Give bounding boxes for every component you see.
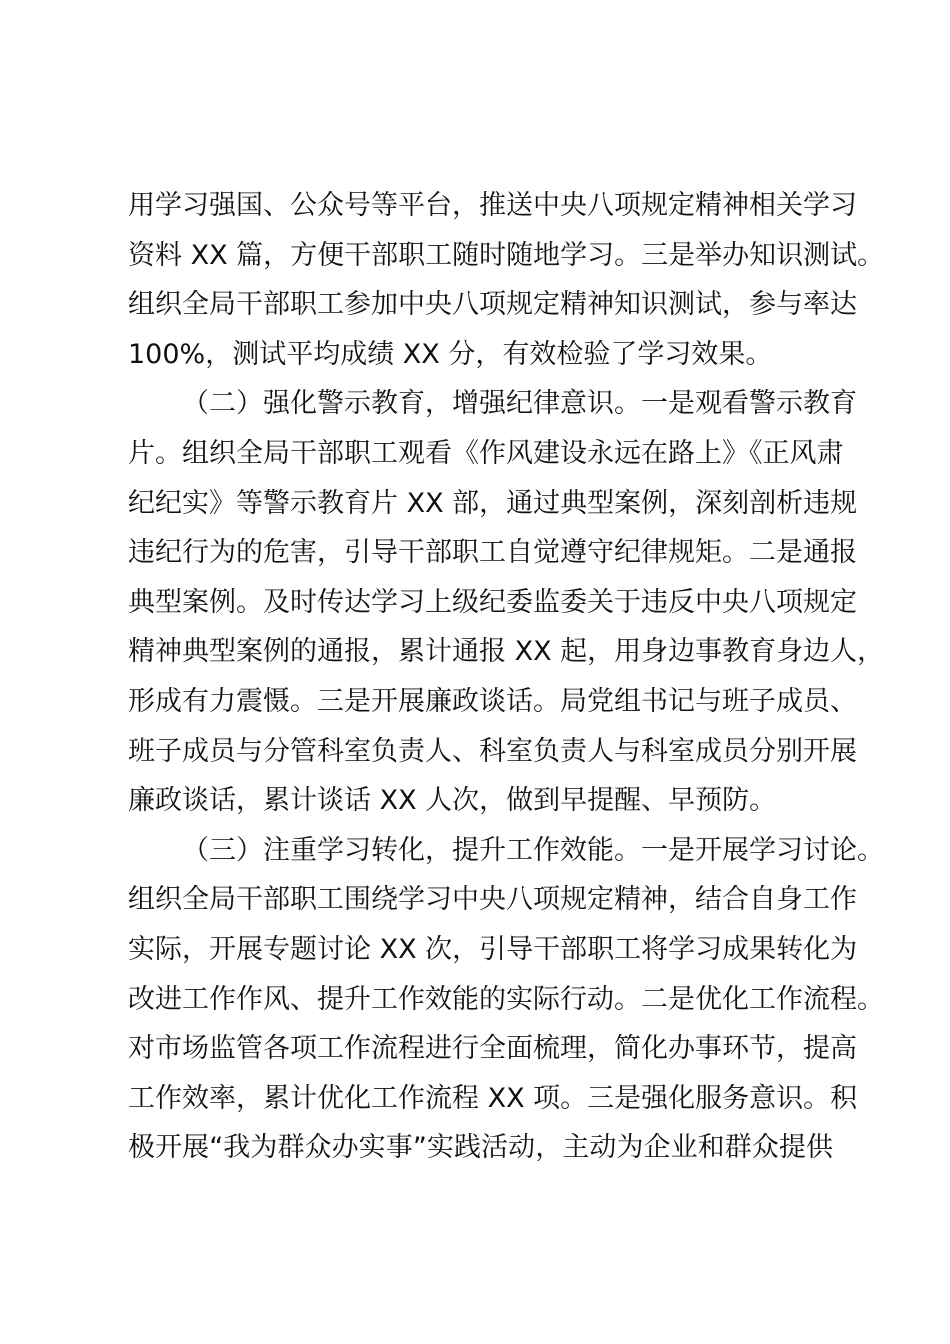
text-line: 廉政谈话，累计谈话 XX 人次，做到早提醒、早预防。 — [128, 785, 777, 817]
text-line: 工作效率，累计优化工作流程 XX 项。三是强化服务意识。积 — [128, 1082, 858, 1114]
text-line: 违纪行为的危害，引导干部职工自觉遵守纪律规矩。二是通报 — [128, 537, 857, 569]
text-line: 极开展“我为群众办实事”实践活动，主动为企业和群众提供 — [128, 1132, 833, 1164]
text-line: 形成有力震慑。三是开展廉政谈话。局党组书记与班子成员、 — [128, 685, 857, 717]
text-line: 组织全局干部职工参加中央八项规定精神知识测试，参与率达 — [128, 289, 857, 321]
text-line: 纪纪实》等警示教育片 XX 部，通过典型案例，深刻剖析违规 — [128, 487, 858, 519]
text-line: 实际，开展专题讨论 XX 次，引导干部职工将学习成果转化为 — [128, 933, 858, 965]
document-body — [128, 181, 885, 1173]
text-line: 改进工作作风、提升工作效能的实际行动。二是优化工作流程。 — [128, 983, 884, 1015]
text-line: 组织全局干部职工围绕学习中央八项规定精神，结合自身工作 — [128, 884, 857, 916]
text-line: 100%，测试平均成绩 XX 分，有效检验了学习效果。 — [128, 338, 773, 370]
section-heading-line: （三）注重学习转化，提升工作效能。一是开展学习讨论。 — [182, 834, 884, 866]
section-heading-line: （二）强化警示教育，增强纪律意识。一是观看警示教育 — [182, 388, 857, 420]
text-line: 典型案例。及时传达学习上级纪委监委关于违反中央八项规定 — [128, 586, 857, 618]
text-line: 用学习强国、公众号等平台，推送中央八项规定精神相关学习 — [128, 190, 857, 221]
text-line: 班子成员与分管科室负责人、科室负责人与科室成员分别开展 — [128, 735, 857, 767]
text-line: 对市场监管各项工作流程进行全面梳理，简化办事环节，提高 — [128, 1033, 857, 1065]
text-line: 精神典型案例的通报，累计通报 XX 起，用身边事教育身边人， — [128, 636, 885, 668]
text-line: 片。组织全局干部职工观看《作风建设永远在路上》《正风肃 — [128, 437, 844, 469]
text-line: 资料 XX 篇，方便干部职工随时随地学习。三是举办知识测试。 — [128, 239, 885, 271]
